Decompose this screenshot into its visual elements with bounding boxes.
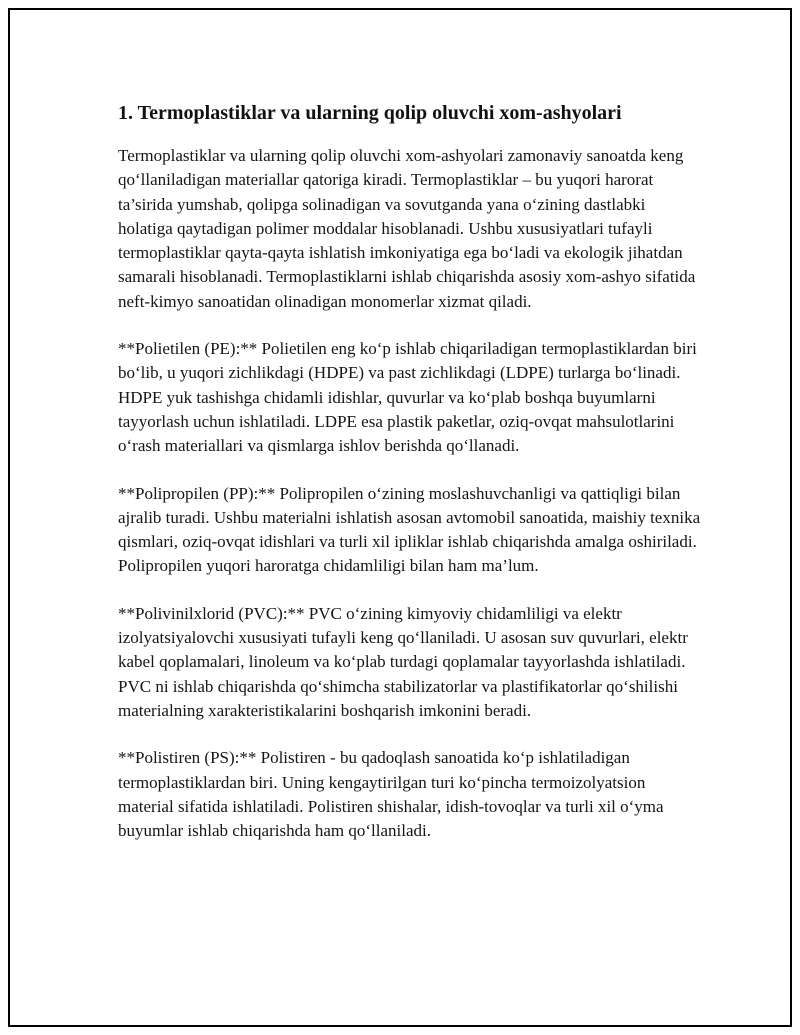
document-title: 1. Termoplastiklar va ularning qolip oluvchi xom-ashyolari: [118, 102, 622, 124]
paragraph-polystyrene: **Polistiren (PS):** Polistiren - bu qadoqlash sanoatida ko‘p ishlatiladigan termoplastiklardan biri. Uning kengaytirilgan turi ko‘pincha termoizolyatsion material sifatida ishlatiladi. Polistiren shishalar, idish-tovoqlar va turli xil o‘yma buyumlar ishlab chiqarishda ham qo‘llaniladi.: [118, 748, 664, 841]
page-border: [8, 8, 792, 1027]
paragraph-polyethylene: **Polietilen (PE):** Polietilen eng ko‘p ishlab chiqariladigan termoplastiklardan biri bo‘lib, u yuqori zichlikdagi (HDPE) va past zichlikdagi (LDPE) turlarga bo‘linadi. HDPE yuk tashishga chidamli idishlar, quvurlar va ko‘plab boshqa buyumlarni tayyorlash uchun ishlatiladi. LDPE esa plastik paketlar, oziq-ovqat mahsulotlarini o‘rash materiallari va qismlarga ishlov berishda qo‘llanadi.: [118, 339, 697, 456]
document-body: [118, 98, 703, 866]
paragraph-polypropylene: **Polipropilen (PP):** Polipropilen o‘zining moslashuvchanligi va qattiqligi bilan ajralib turadi. Ushbu materialni ishlatish asosan avtomobil sanoatida, maishiy texnika qismlari, oziq-ovqat idishlari va turli xil ipliklar ishlab chiqarishda amalga oshiriladi. Polipropilen yuqori haroratga chidamliligi bilan ham ma’lum.: [118, 483, 701, 576]
paragraph-pvc: **Polivinilxlorid (PVC):** PVC o‘zining kimyoviy chidamliligi va elektr izolyatsiyalovchi xususiyati tufayli keng qo‘llaniladi. U asosan suv quvurlari, elektr kabel qoplamalari, linoleum va ko‘plab turdagi qoplamalar tayyorlashda ishlatiladi. PVC ni ishlab chiqarishda qo‘shimcha stabilizatorlar va plastifikatorlar qo‘shilishi materialning xarakteristikalarini boshqarish imkonini beradi.: [118, 603, 688, 720]
paragraph-intro: Termoplastiklar va ularning qolip oluvchi xom-ashyolari zamonaviy sanoatda keng qo‘llaniladigan materiallar qatoriga kiradi. Termoplastiklar – bu yuqori harorat ta’sirida yumshab, qolipga solinadigan va sovutganda yana o‘zining dastlabki holatiga qaytadigan polimer moddalar hisoblanadi. Ushbu xususiyatlari tufayli termoplastiklar qayta-qayta ishlatish imkoniyatiga ega bo‘ladi va ekologik jihatdan samarali hisoblanadi. Termoplastiklarni ishlab chiqarishda asosiy xom-ashyo sifatida neft-kimyo sanoatidan olinadigan monomerlar xizmat qiladi.: [118, 146, 696, 311]
